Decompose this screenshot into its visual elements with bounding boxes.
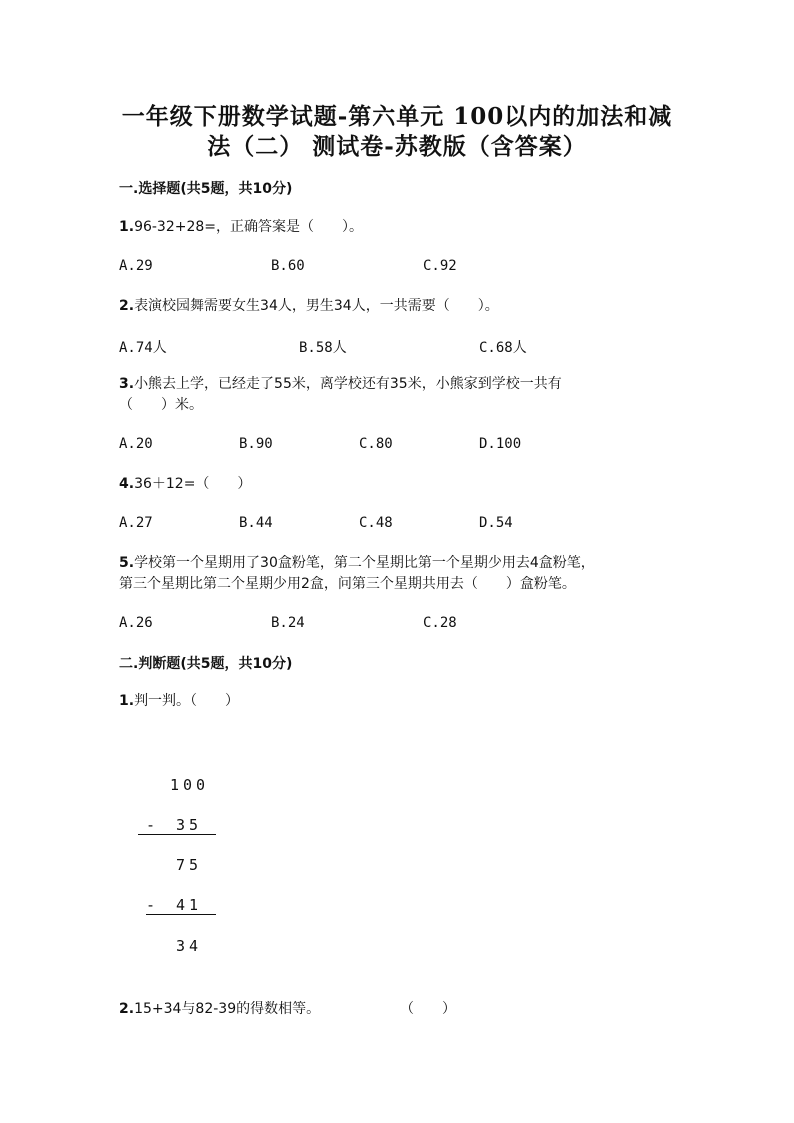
option-a[interactable]: A.27 xyxy=(119,515,153,531)
calc-minus-sign-2: - xyxy=(146,896,160,914)
option-c[interactable]: C.92 xyxy=(423,258,457,274)
question-text: 表演校园舞需要女生34人，男生34人，一共需要（ ）。 xyxy=(134,298,499,314)
calc-result-2: 34 xyxy=(176,937,203,955)
question-text: 36＋12=（ ） xyxy=(134,476,252,492)
question-number: 2. xyxy=(119,1001,135,1017)
question-3 xyxy=(119,374,679,416)
option-a[interactable]: A.26 xyxy=(119,615,153,631)
question-text: 学校第一个星期用了30盒粉笔，第二个星期比第一个星期少用去4盒粉笔， xyxy=(134,555,595,571)
question-number: 3. xyxy=(119,376,135,392)
calc-subtrahend-2: 41 xyxy=(176,896,203,914)
option-b[interactable]: B.60 xyxy=(271,258,305,274)
question-text: 96-32+28=，正确答案是（ ）。 xyxy=(134,219,364,235)
option-c[interactable]: C.68人 xyxy=(479,340,527,356)
calc-subtrahend-1: 35 xyxy=(176,816,203,834)
question-text-continued: 第三个星期比第二个星期少用2盒，问第三个星期共用去（ ）盒粉笔。 xyxy=(119,576,576,592)
question-5 xyxy=(119,553,679,595)
option-d[interactable]: D.100 xyxy=(479,436,522,452)
calc-minuend: 100 xyxy=(170,776,210,794)
question-text: 小熊去上学，已经走了55米，离学校还有35米，小熊家到学校一共有 xyxy=(134,376,562,392)
answer-blank[interactable]: （ ） xyxy=(400,1001,456,1017)
question-text-continued: （ ）米。 xyxy=(119,397,203,413)
option-b[interactable]: B.58人 xyxy=(299,340,347,356)
judgement-question-2 xyxy=(119,999,679,1020)
question-number: 1. xyxy=(119,219,135,235)
question-1 xyxy=(119,217,679,238)
document-title-line-1: 一年级下册数学试题-第六单元 100以内的加法和减 xyxy=(121,103,673,130)
option-b[interactable]: B.90 xyxy=(239,436,273,452)
option-b[interactable]: B.24 xyxy=(271,615,305,631)
option-a[interactable]: A.74人 xyxy=(119,340,167,356)
question-text: 15+34与82-39的得数相等。 xyxy=(134,1001,321,1017)
question-number: 5. xyxy=(119,555,135,571)
calc-line-1 xyxy=(138,834,216,835)
calc-line-2 xyxy=(146,914,216,915)
option-c[interactable]: C.80 xyxy=(359,436,393,452)
document-title-line-2: 法（二） 测试卷-苏教版（含答案） xyxy=(207,133,587,160)
question-number: 2. xyxy=(119,298,135,314)
section-heading-judgement: 二.判断题(共5题，共10分) xyxy=(119,656,293,672)
option-a[interactable]: A.20 xyxy=(119,436,153,452)
option-d[interactable]: D.54 xyxy=(479,515,513,531)
question-number: 1. xyxy=(119,693,135,709)
section-heading-choice: 一.选择题(共5题，共10分) xyxy=(119,181,293,197)
calc-result-1: 75 xyxy=(176,856,203,874)
option-c[interactable]: C.28 xyxy=(423,615,457,631)
question-number: 4. xyxy=(119,476,135,492)
calc-minus-sign-1: - xyxy=(146,816,160,834)
question-4 xyxy=(119,474,679,495)
judgement-question-1 xyxy=(119,691,679,712)
option-a[interactable]: A.29 xyxy=(119,258,153,274)
question-text: 判一判。（ ） xyxy=(134,693,240,709)
option-c[interactable]: C.48 xyxy=(359,515,393,531)
option-b[interactable]: B.44 xyxy=(239,515,273,531)
question-2 xyxy=(119,296,679,317)
